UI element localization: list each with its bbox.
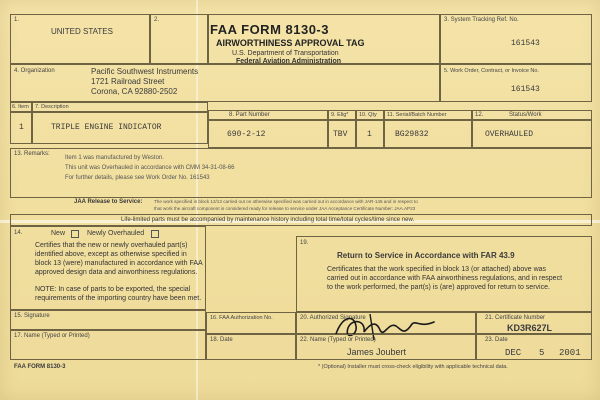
col-item-label: 6. Item	[12, 104, 29, 110]
country: UNITED STATES	[51, 27, 113, 36]
remarks-line-1: Item 1 was manufactured by Weston.	[65, 155, 164, 161]
col-description	[32, 102, 208, 112]
form-title: FAA FORM 8130-3	[210, 22, 329, 37]
col-status-label: Status/Work	[509, 112, 542, 118]
block-4-organization	[10, 64, 440, 102]
col-description-label: 7. Description	[35, 104, 69, 110]
org-name: Pacific Southwest Instruments	[91, 67, 199, 76]
block-14-number: 14.	[14, 230, 23, 236]
block-1-number: 1.	[14, 17, 20, 23]
block-2	[150, 14, 208, 64]
name-17-label: 17. Name (Typed or Printed)	[14, 333, 90, 339]
cell-qty	[356, 120, 384, 148]
block-22-name	[296, 334, 476, 360]
block-13-remarks	[10, 148, 592, 198]
cell-elig	[328, 120, 356, 148]
return-to-service-heading: Return to Service in Accordance with FAR 43.9	[337, 251, 515, 260]
cell-serial	[384, 120, 472, 148]
footer-form-id: FAA FORM 8130-3	[14, 364, 66, 370]
agency: Federal Aviation Administration	[236, 58, 342, 65]
date-23-label: 23. Date	[485, 337, 508, 343]
block-1-country	[10, 14, 150, 64]
date-year: 2001	[559, 348, 581, 358]
col-qty	[356, 110, 384, 120]
block-16-faa-auth	[206, 312, 296, 334]
remarks-label: 13. Remarks:	[14, 151, 50, 157]
col-item	[10, 102, 32, 112]
life-limited-strip	[10, 214, 592, 226]
eligibility: TBV	[333, 130, 348, 139]
block-19-certification	[296, 236, 592, 312]
authorized-signature-label: 20. Authorized Signature	[300, 315, 366, 321]
block-5-work-order	[440, 64, 592, 102]
name-22-label: 22. Name (Typed or Printed)	[300, 337, 376, 343]
block-18-date	[206, 334, 296, 360]
certificate-number: KD3R627L	[507, 323, 553, 333]
cell-item	[10, 112, 32, 144]
block-23-date	[476, 334, 592, 360]
certificate-21-label: 21. Certificate Number	[485, 315, 546, 321]
part-number: 690-2-12	[227, 130, 266, 139]
block-15-signature	[10, 310, 206, 330]
col-part-number-label: 8. Part Number	[229, 112, 270, 118]
jaa-release-line-1: The work specified in block 12/13 carried out on otherwise specified was carried out in accordance with JAR-145 and in respect to	[154, 199, 418, 204]
signer-name: James Joubert	[347, 347, 407, 357]
work-order-number: 161543	[511, 85, 540, 94]
footer-footnote: * (Optional) Installer must cross-check eligibility with applicable technical data.	[318, 364, 508, 370]
status-value: OVERHAULED	[485, 130, 534, 139]
serial-number: BG29832	[395, 130, 429, 139]
block-3-label: 3. System Tracking Ref. No.	[444, 17, 519, 23]
remarks-line-2: This unit was Overhauled in accordance with CMM 34-31-08-66	[65, 165, 235, 171]
block-19-text: Certificates that the work specified in block 13 (or attached) above was carried out in accordance with FAA airworthiness regulations, and in respect to the work performed, the part(s) is (are) approved for return to service.	[327, 266, 563, 291]
signature-15-label: 15. Signature	[14, 313, 50, 319]
block-19-number: 19.	[300, 240, 309, 246]
date-day: 5	[539, 348, 545, 358]
overhauled-checkbox[interactable]	[151, 230, 159, 238]
remarks-line-3: For further details, please see Work Order No. 161543	[65, 175, 210, 181]
tracking-ref: 161543	[511, 39, 540, 48]
col-serial	[384, 110, 472, 120]
item-number: 1	[19, 123, 24, 132]
department: U.S. Department of Transportation	[232, 50, 339, 57]
overhauled-checkbox-label: Newly Overhauled	[87, 230, 145, 237]
block-4-label: 4. Organization	[14, 68, 55, 74]
cell-status	[472, 120, 592, 148]
col-part-number	[208, 110, 328, 120]
col-status	[472, 110, 592, 120]
col-elig	[328, 110, 356, 120]
new-checkbox-label: New	[51, 230, 66, 237]
col-serial-label: 11. Serial/Batch Number	[387, 112, 447, 118]
org-street: 1721 Railroad Street	[91, 77, 165, 86]
new-checkbox[interactable]	[71, 230, 79, 238]
jaa-release-heading: JAA Release to Service:	[74, 199, 143, 205]
cell-description	[32, 112, 208, 144]
quantity: 1	[367, 130, 372, 139]
block-14-note: NOTE: In case of parts to be exported, the special requirements of the importing country have been met.	[35, 286, 202, 302]
jaa-release-line-2: that work the aircraft component is considered ready for release to service under JAA Acceptance Certificate Number: JAA.AP23	[154, 206, 416, 211]
block-21-certificate	[476, 312, 592, 334]
life-limited-note: Life-limited parts must be accompanied by maintenance history including total time/total cycles/time since new.	[121, 217, 415, 223]
col-status-number: 12.	[475, 112, 484, 118]
faa-auth-16-label: 16. FAA Authorization No.	[210, 315, 273, 321]
block-5-label: 5. Work Order, Contract, or Invoice No.	[444, 68, 539, 74]
col-elig-label: 9. Elig*	[331, 112, 349, 118]
block-14-text: Certifies that the new or newly overhauled part(s) identified above, except as otherwise specified in block 13 (were) manufactured in accordance with FAA approved design data and airworthiness regulations.	[35, 242, 203, 276]
block-3-tracking	[440, 14, 592, 64]
org-city: Corona, CA 92880-2502	[91, 87, 178, 96]
col-qty-label: 10. Qty	[359, 112, 377, 118]
item-description: TRIPLE ENGINE INDICATOR	[51, 123, 162, 132]
block-14-certification	[10, 226, 206, 310]
date-month: DEC	[505, 348, 522, 358]
block-17-name	[10, 330, 206, 360]
block-2-number: 2.	[154, 17, 160, 23]
date-18-label: 18. Date	[210, 337, 233, 343]
form-subtitle: AIRWORTHINESS APPROVAL TAG	[216, 38, 365, 48]
cell-part-number	[208, 120, 328, 148]
